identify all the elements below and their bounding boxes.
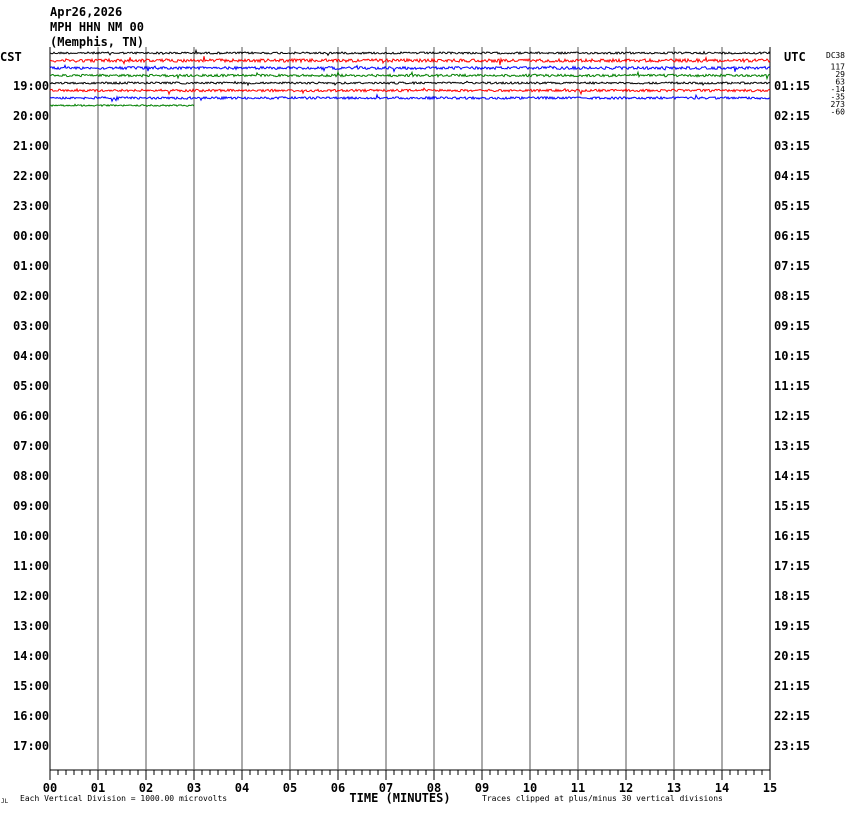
left-hour-label: 16:00 [13, 709, 50, 723]
x-tick-label: 03 [186, 781, 202, 795]
left-hour-label: 05:00 [13, 379, 50, 393]
left-hour-label: 14:00 [13, 649, 50, 663]
dc-offset-value: 29 [835, 70, 845, 79]
left-hour-label: 13:00 [13, 619, 50, 633]
left-hour-label: 01:00 [13, 259, 50, 273]
left-hour-label: 23:00 [13, 199, 50, 213]
right-hour-label: 18:15 [774, 589, 811, 603]
x-tick-label: 01 [90, 781, 106, 795]
right-hour-label: 23:15 [774, 739, 811, 753]
seismic-trace [50, 56, 770, 65]
dc-offset-value: 117 [830, 62, 845, 72]
left-hour-label: 22:00 [13, 169, 50, 183]
right-hour-label: 06:15 [774, 229, 811, 243]
x-tick-label: 10 [522, 781, 538, 795]
left-hour-label: 06:00 [13, 409, 50, 423]
x-tick-label: 08 [426, 781, 442, 795]
x-tick-label: 02 [138, 781, 154, 795]
x-tick-label: 09 [474, 781, 490, 795]
dc-offset-value: -35 [830, 92, 845, 102]
dc-offset-value: 63 [835, 77, 845, 87]
x-tick-label: 07 [378, 781, 394, 795]
right-hour-label: 21:15 [774, 679, 811, 693]
plot-date: Apr26,2026 [50, 5, 123, 19]
dc-offset-value: -14 [830, 85, 845, 94]
left-hour-label: 00:00 [13, 229, 50, 243]
seismic-trace [50, 88, 770, 94]
left-hour-label: 17:00 [13, 739, 50, 753]
right-hour-label: 05:15 [774, 199, 811, 213]
right-hour-label: 20:15 [774, 649, 811, 663]
dc-offset-value: 38 [835, 51, 845, 60]
right-hour-label: 17:15 [774, 559, 811, 573]
x-tick-label: 00 [42, 781, 58, 795]
seismic-trace [50, 65, 770, 71]
seismic-trace [50, 72, 770, 79]
left-timezone-label: CST [0, 50, 22, 64]
right-timezone-label: UTC [784, 50, 806, 64]
seismic-trace [50, 81, 770, 85]
x-tick-label: 05 [282, 781, 298, 795]
right-hour-label: 09:15 [774, 319, 811, 333]
x-tick-label: 06 [330, 781, 346, 795]
right-hour-label: 03:15 [774, 139, 811, 153]
x-tick-label: 04 [234, 781, 250, 795]
dc-offset-value: -60 [830, 107, 845, 117]
right-hour-label: 08:15 [774, 289, 811, 303]
left-hour-label: 15:00 [13, 679, 50, 693]
left-hour-label: 09:00 [13, 499, 50, 513]
left-hour-label: 12:00 [13, 589, 50, 603]
dc-header: DC [826, 51, 836, 60]
right-hour-label: 13:15 [774, 439, 811, 453]
station-location: (Memphis, TN) [50, 35, 144, 49]
right-hour-label: 16:15 [774, 529, 811, 543]
left-hour-label: 04:00 [13, 349, 50, 363]
seismic-trace [50, 95, 770, 101]
left-hour-label: 21:00 [13, 139, 50, 153]
right-hour-label: 14:15 [774, 469, 811, 483]
left-hour-label: 11:00 [13, 559, 50, 573]
dc-offset-value: 273 [830, 100, 845, 109]
right-hour-label: 01:15 [774, 79, 811, 93]
left-hour-label: 03:00 [13, 319, 50, 333]
clip-note: Traces clipped at plus/minus 30 vertical divisions [482, 794, 723, 803]
left-hour-label: 02:00 [13, 289, 50, 303]
x-axis-title: TIME (MINUTES) [349, 791, 451, 805]
right-hour-label: 15:15 [774, 499, 811, 513]
left-hour-label: 19:00 [13, 79, 50, 93]
left-hour-label: 08:00 [13, 469, 50, 483]
station-code: MPH HHN NM 00 [50, 20, 144, 34]
x-tick-label: 13 [666, 781, 682, 795]
x-tick-label: 12 [618, 781, 634, 795]
right-hour-label: 10:15 [774, 349, 811, 363]
seismic-trace [50, 104, 194, 106]
corner-mark: JL [1, 798, 9, 805]
right-hour-label: 12:15 [774, 409, 811, 423]
right-hour-label: 11:15 [774, 379, 811, 393]
seismic-trace [50, 50, 770, 55]
scale-note: Each Vertical Division = 1000.00 microvolts [20, 794, 228, 803]
right-hour-label: 04:15 [774, 169, 811, 183]
right-hour-label: 22:15 [774, 709, 811, 723]
left-hour-label: 10:00 [13, 529, 50, 543]
left-hour-label: 20:00 [13, 109, 50, 123]
right-hour-label: 19:15 [774, 619, 811, 633]
right-hour-label: 02:15 [774, 109, 811, 123]
x-tick-label: 14 [714, 781, 730, 795]
x-tick-label: 11 [570, 781, 586, 795]
right-hour-label: 07:15 [774, 259, 811, 273]
left-hour-label: 07:00 [13, 439, 50, 453]
x-tick-label: 15 [762, 781, 778, 795]
